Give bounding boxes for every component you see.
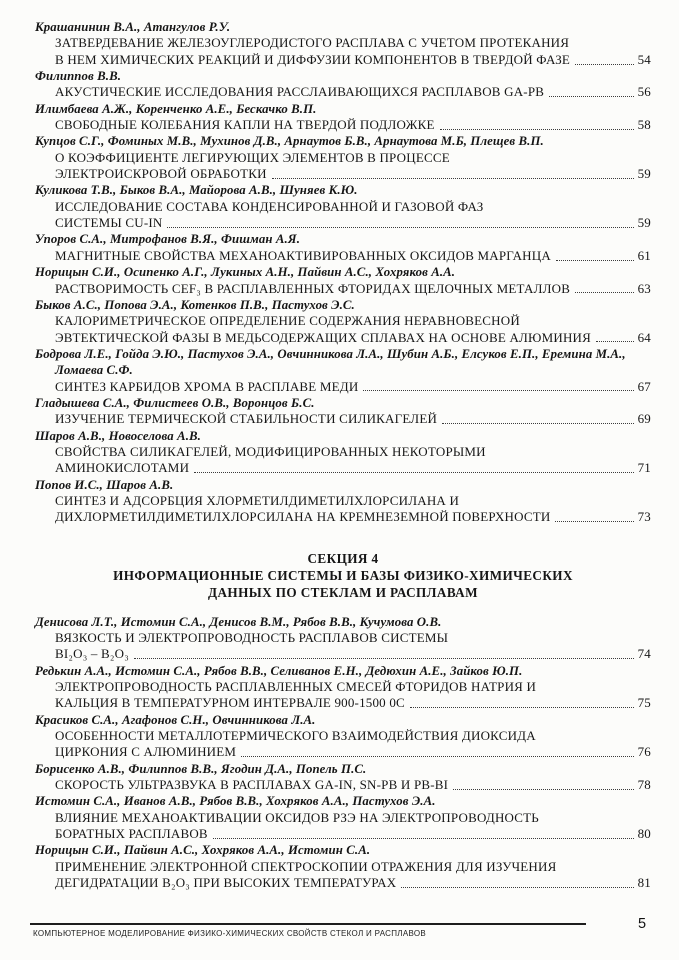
entry-page-number: 59 — [637, 166, 651, 182]
entry-authors: Борисенко А.В., Филиппов В.В., Ягодин Д.А., Попель П.С. — [35, 761, 367, 776]
page-number: 5 — [638, 916, 647, 932]
entry-title-text: ИССЛЕДОВАНИЕ СОСТАВА КОНДЕНСИРОВАННОЙ И ГАЗОВОЙ ФАЗ — [55, 198, 484, 214]
entry-authors: Шаров А.В., Новоселова А.В. — [35, 428, 201, 443]
entry-title-line — [35, 52, 651, 68]
entry-title-line — [35, 826, 651, 842]
entry-authors: Гладышева С.А., Филистеев О.В., Воронцов Б.С. — [35, 395, 315, 410]
entry-authors: Филиппов В.В. — [35, 69, 121, 84]
entry-title-line — [35, 166, 651, 182]
entry-title-line — [35, 777, 651, 793]
footer-rule — [30, 923, 586, 925]
entry-title-text: ЦИРКОНИЯ С АЛЮМИНИЕМ — [55, 744, 237, 760]
dot-leader — [241, 756, 633, 757]
entry-page-number: 63 — [637, 280, 651, 296]
entry-title-line — [35, 248, 651, 264]
entry-title-text: СИНТЕЗ И АДСОРБЦИЯ ХЛОРМЕТИЛДИМЕТИЛХЛОРСИЛАНА И — [55, 492, 460, 508]
entry-title-line — [35, 35, 651, 51]
entry-authors: Бодрова Л.Е., Гойда Э.Ю., Пастухов Э.А., Овчинникова Л.А., Шубин А.Б., Елсуков Е.П., Еремина М.А., Ломаева С.Ф. — [35, 346, 626, 378]
entry-page-number: 54 — [637, 51, 651, 67]
toc-entry — [35, 761, 651, 794]
toc-entry — [35, 101, 651, 134]
dot-leader — [167, 227, 633, 228]
entry-page-number: 56 — [637, 84, 651, 100]
toc-entry — [35, 231, 651, 264]
entry-title-text: ВЯЗКОСТЬ И ЭЛЕКТРОПРОВОДНОСТЬ РАСПЛАВОВ СИСТЕМЫ — [55, 630, 449, 645]
entry-title-text: BI₂O₃ – B₂O₃ — [55, 646, 129, 662]
entry-authors: Быков А.С., Попова Э.А., Котенков П.В., Пастухов Э.С. — [35, 297, 355, 312]
dot-leader — [555, 521, 633, 522]
toc-entry — [35, 182, 651, 231]
entry-authors: Норицын С.И., Осипенко А.Г., Лукиных А.Н., Пайвин А.С., Хохряков А.А. — [35, 265, 456, 280]
entry-page-number: 64 — [637, 329, 651, 345]
dot-leader — [556, 260, 634, 261]
entry-title-line — [35, 630, 651, 646]
toc-entries-list — [35, 19, 651, 526]
entry-authors: Илимбаева А.Ж., Коренченко А.Е., Бескачко В.П. — [35, 101, 317, 116]
entry-title-line — [35, 646, 651, 662]
toc-entry — [35, 297, 651, 346]
entry-authors: Куликова Т.В., Быков В.А., Майорова А.В., Шуняев К.Ю. — [35, 183, 358, 198]
entry-authors: Попов И.С., Шаров А.В. — [35, 477, 174, 492]
entry-page-number: 61 — [637, 247, 651, 263]
entry-title-text: КАЛОРИМЕТРИЧЕСКОЕ ОПРЕДЕЛЕНИЕ СОДЕРЖАНИЯ НЕРАВНОВЕСНОЙ — [55, 313, 520, 329]
toc-entry — [35, 663, 651, 712]
entry-title-text: СВОБОДНЫЕ КОЛЕБАНИЯ КАПЛИ НА ТВЕРДОЙ ПОДЛОЖКЕ — [55, 117, 435, 133]
entry-title-text: МАГНИТНЫЕ СВОЙСТВА МЕХАНОАКТИВИРОВАННЫХ ОКСИДОВ МАРГАНЦА — [55, 247, 551, 263]
entry-page-number: 67 — [637, 378, 651, 394]
entry-page-number: 59 — [637, 215, 651, 231]
entry-title-text: ИЗУЧЕНИЕ ТЕРМИЧЕСКОЙ СТАБИЛЬНОСТИ СИЛИКАГЕЛЕЙ — [55, 411, 438, 427]
dot-leader — [410, 707, 634, 708]
entry-authors: Норицын С.И., Пайвин А.С., Хохряков А.А., Истомин С.А. — [35, 843, 371, 858]
entry-title-text: О КОЭФФИЦИЕНТЕ ЛЕГИРУЮЩИХ ЭЛЕМЕНТОВ В ПРОЦЕССЕ — [55, 149, 450, 165]
entry-page-number: 71 — [637, 460, 651, 476]
entry-page-number: 73 — [637, 509, 651, 525]
dot-leader — [549, 96, 633, 97]
entry-authors: Денисова Л.Т., Истомин С.А., Денисов В.М., Рябов В.В., Кучумова О.В. — [35, 614, 442, 629]
toc-entry — [35, 395, 651, 428]
dot-leader — [440, 129, 634, 130]
entry-title-line — [35, 379, 651, 395]
toc-content — [35, 19, 651, 892]
dot-leader — [596, 341, 634, 342]
entry-page-number: 80 — [637, 826, 651, 842]
entry-title-text: ДИХЛОРМЕТИЛДИМЕТИЛХЛОРСИЛАНА НА КРЕМНЕЗЕМНОЙ ПОВЕРХНОСТИ — [55, 509, 551, 525]
dot-leader — [453, 789, 633, 790]
entry-title-text: СИСТЕМЫ CU-IN — [55, 215, 163, 231]
dot-leader — [363, 390, 633, 391]
entry-title-text: ОСОБЕННОСТИ МЕТАЛЛОТЕРМИЧЕСКОГО ВЗАИМОДЕЙСТВИЯ ДИОКСИДА — [55, 728, 536, 744]
entry-authors: Купцов С.Г., Фоминых М.В., Мухинов Д.В., Арнаутов Б.В., Арнаутова М.Б, Плещев В.П. — [35, 134, 544, 149]
section-heading-line-1: СЕКЦИЯ 4 — [307, 550, 379, 566]
entry-title-text: ЭЛЕКТРОИСКРОВОЙ ОБРАБОТКИ — [55, 166, 267, 182]
section-heading-line-3: ДАННЫХ ПО СТЕКЛАМ И РАСПЛАВАМ — [208, 584, 478, 600]
entry-title-line — [35, 330, 651, 346]
entry-title-line — [35, 493, 651, 509]
dot-leader — [213, 838, 634, 839]
entry-page-number: 69 — [637, 411, 651, 427]
toc-entry — [35, 68, 651, 101]
entry-authors: Крашанинин В.А., Атангулов Р.У. — [35, 20, 231, 34]
dot-leader — [575, 292, 633, 293]
entry-title-text: РАСТВОРИМОСТЬ CEF₃ В РАСПЛАВЛЕННЫХ ФТОРИДАХ ЩЕЛОЧНЫХ МЕТАЛЛОВ — [55, 280, 571, 296]
entry-title-text: АКУСТИЧЕСКИЕ ИССЛЕДОВАНИЯ РАССЛАИВАЮЩИХСЯ РАСПЛАВОВ GA-PB — [55, 84, 545, 100]
entry-title-line — [35, 460, 651, 476]
entry-title-line — [35, 313, 651, 329]
entry-title-line — [35, 875, 651, 891]
entry-title-line — [35, 744, 651, 760]
entry-title-text: ЭЛЕКТРОПРОВОДНОСТЬ РАСПЛАВЛЕННЫХ СМЕСЕЙ ФТОРИДОВ НАТРИЯ И — [55, 679, 537, 695]
entry-title-text: КАЛЬЦИЯ В ТЕМПЕРАТУРНОМ ИНТЕРВАЛЕ 900-1500 0С — [55, 695, 405, 711]
section-heading — [35, 550, 651, 601]
entry-title-line — [35, 728, 651, 744]
entry-title-line — [35, 199, 651, 215]
entry-title-line — [35, 679, 651, 695]
entry-title-line — [35, 84, 651, 100]
entry-title-line — [35, 810, 651, 826]
entry-title-line — [35, 281, 651, 297]
toc-entry — [35, 793, 651, 842]
entry-authors: Красиков С.А., Агафонов С.Н., Овчинникова Л.А. — [35, 712, 316, 727]
entry-title-line — [35, 695, 651, 711]
entry-title-line — [35, 411, 651, 427]
entry-title-line — [35, 509, 651, 525]
entry-title-line — [35, 117, 651, 133]
entry-title-line — [35, 444, 651, 460]
toc-entry — [35, 133, 651, 182]
toc-entry — [35, 477, 651, 526]
entry-title-text: СКОРОСТЬ УЛЬТРАЗВУКА В РАСПЛАВАХ GA-IN, SN-PB И PB-BI — [55, 777, 449, 793]
dot-leader — [442, 423, 634, 424]
entry-title-text: ЗАТВЕРДЕВАНИЕ ЖЕЛЕЗОУГЛЕРОДИСТОГО РАСПЛАВА С УЧЕТОМ ПРОТЕКАНИЯ — [55, 35, 570, 51]
entry-authors: Истомин С.А., Иванов А.В., Рябов В.В., Хохряков А.А., Пастухов Э.А. — [35, 794, 436, 809]
entry-page-number: 58 — [637, 117, 651, 133]
entry-page-number: 76 — [637, 744, 651, 760]
toc-entry — [35, 842, 651, 891]
toc-entry — [35, 712, 651, 761]
toc-entry — [35, 19, 651, 68]
entry-authors: Упоров С.А., Митрофанов В.Я., Фишман А.Я. — [35, 232, 300, 247]
entry-title-text: СИНТЕЗ КАРБИДОВ ХРОМА В РАСПЛАВЕ МЕДИ — [55, 378, 359, 394]
section-heading-line-2: ИНФОРМАЦИОННЫЕ СИСТЕМЫ И БАЗЫ ФИЗИКО-ХИМИЧЕСКИХ — [113, 567, 573, 583]
entry-title-text: СВОЙСТВА СИЛИКАГЕЛЕЙ, МОДИФИЦИРОВАННЫХ НЕКОТОРЫМИ — [55, 443, 486, 459]
entry-title-text: ЭВТЕКТИЧЕСКОЙ ФАЗЫ В МЕДЬСОДЕРЖАЩИХ СПЛАВАХ НА ОСНОВЕ АЛЮМИНИЯ — [55, 329, 591, 345]
dot-leader — [134, 658, 634, 659]
entry-title-line — [35, 859, 651, 875]
entry-page-number: 81 — [637, 875, 651, 891]
entry-title-text: ПРИМЕНЕНИЕ ЭЛЕКТРОННОЙ СПЕКТРОСКОПИИ ОТРАЖЕНИЯ ДЛЯ ИЗУЧЕНИЯ — [55, 858, 557, 874]
dot-leader — [401, 887, 633, 888]
entry-page-number: 75 — [637, 695, 651, 711]
toc-entry — [35, 264, 651, 297]
entry-page-number: 74 — [637, 646, 651, 662]
entry-authors: Редькин А.А., Истомин С.А., Рябов В.В., Селиванов Е.Н., Дедюхин А.Е., Зайков Ю.П. — [35, 663, 523, 678]
dot-leader — [194, 472, 633, 473]
entry-title-text: АМИНОКИСЛОТАМИ — [55, 460, 190, 476]
dot-leader — [272, 178, 634, 179]
dot-leader — [575, 64, 634, 65]
toc-entries-list-section4 — [35, 614, 651, 892]
entry-title-text: ДЕГИДРАТАЦИИ B₂O₃ ПРИ ВЫСОКИХ ТЕМПЕРАТУРАХ — [55, 875, 397, 891]
entry-title-text: ВЛИЯНИЕ МЕХАНОАКТИВАЦИИ ОКСИДОВ РЗЭ НА ЭЛЕКТРОПРОВОДНОСТЬ — [55, 809, 539, 825]
entry-title-text: В НЕМ ХИМИЧЕСКИХ РЕАКЦИЙ И ДИФФУЗИИ КОМПОНЕНТОВ В ТВЕРДОЙ ФАЗЕ — [55, 51, 571, 67]
footer-text: КОМПЬЮТЕРНОЕ МОДЕЛИРОВАНИЕ ФИЗИКО-ХИМИЧЕСКИХ СВОЙСТВ СТЕКОЛ И РАСПЛАВОВ — [33, 929, 426, 938]
toc-entry — [35, 614, 651, 663]
toc-entry — [35, 428, 651, 477]
toc-entry — [35, 346, 651, 395]
entry-title-line — [35, 150, 651, 166]
entry-page-number: 78 — [637, 777, 651, 793]
entry-title-line — [35, 215, 651, 231]
entry-title-text: БОРАТНЫХ РАСПЛАВОВ — [55, 826, 208, 842]
